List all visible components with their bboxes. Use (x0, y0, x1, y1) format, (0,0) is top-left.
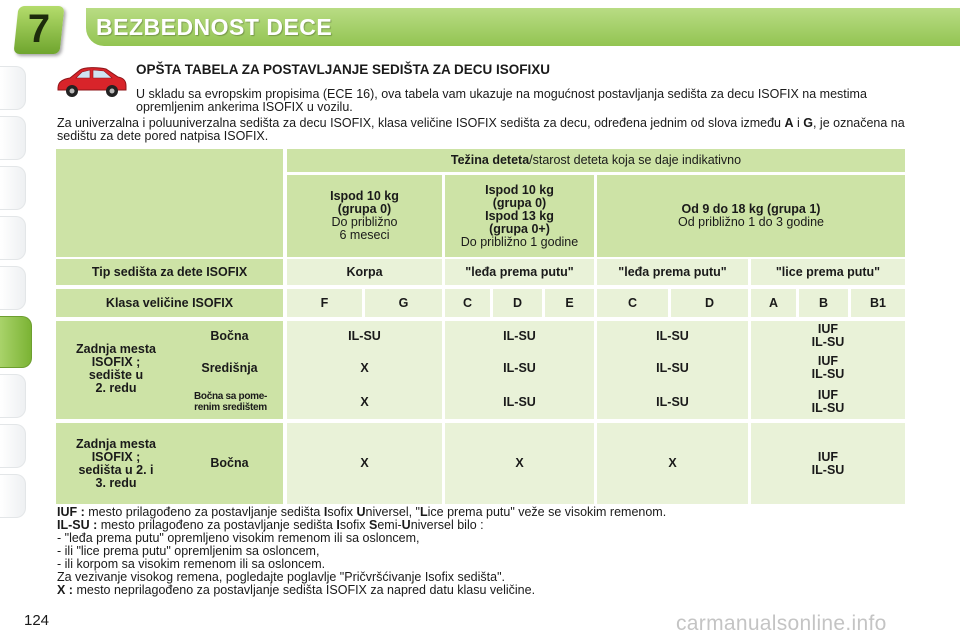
size-class-cell: B (799, 289, 848, 317)
note-tether: Za vezivanje visokog remena, pogledajte poglavlje "Pričvršćivanje Isofix sedišta". (57, 570, 505, 584)
size-class-cell: B1 (851, 289, 905, 317)
intro-paragraph: U skladu sa evropskim propisima (ECE 16), ova tabela vam ukazuje na mogućnost postavljanja sedišta za decu ISOFIX na mestima opremljenim ankerima ISOFIX u vozilu. (136, 87, 867, 114)
note-ilsu: IL-SU : mesto prilagođeno za postavljanje sedišta Isofix Semi-Universel bilo : (57, 518, 484, 532)
group-1-cell: Od 9 do 18 kg (grupa 1) Od približno 1 do 3 godine (597, 175, 905, 257)
size-class-cell: G (365, 289, 442, 317)
rear-seats-3rd-label: Zadnja mesta ISOFIX ; sedišta u 2. i 3. redu (76, 436, 156, 490)
table-cell: IUF IL-SU (811, 322, 845, 349)
table-cell: IL-SU (656, 394, 689, 409)
note-x: X : mesto neprilagođeno za postavljanje sedišta ISOFIX za napred datu klasu veličine. (57, 583, 536, 597)
footer-watermark: carmanualsonline.info (676, 612, 887, 635)
intro-paragraph-classes: Za univerzalna i poluuniverzalna sedišta za decu ISOFIX, klasa veličine ISOFIX sedišta za decu, određena jednim od slova između A i G, je označena na sedištu za dete pored natpisa ISOFIX. (57, 116, 905, 143)
table-cell: IL-SU (503, 394, 536, 409)
legend-notes (57, 506, 917, 597)
table-cell: X (360, 394, 369, 409)
table-cell: IL-SU (348, 328, 381, 343)
seat-type-cell: "leđa prema putu" (445, 259, 594, 285)
seat-type-label: Tip sedišta za dete ISOFIX (56, 259, 283, 285)
size-class-cell: D (671, 289, 748, 317)
position-lateral-offset: Bočna sa pome- renim središtem (193, 391, 268, 413)
chapter-tab[interactable] (0, 424, 26, 468)
note-dash: - ili korpom sa visokim remenom ili sa osloncem. (57, 557, 326, 571)
chapter-number: 7 (27, 7, 51, 51)
chapter-tab[interactable] (0, 266, 26, 310)
table-cell: IL-SU (656, 328, 689, 343)
note-dash: - ili "lice prema putu" opremljenim sa osloncem, (57, 544, 320, 558)
table-cell: X (287, 423, 442, 504)
group-0plus-cell: Ispod 10 kg (grupa 0) Ispod 13 kg (grupa 0+) Do približno 1 godine (445, 175, 594, 257)
weight-header: Težina deteta /starost deteta koja se daje indikativno (287, 149, 905, 172)
position-center: Središnja (201, 360, 258, 375)
isofix-table (56, 149, 905, 504)
size-class-cell: D (493, 289, 542, 317)
position-lateral: Bočna (210, 328, 249, 343)
table-cell: X (360, 360, 369, 375)
car-icon (54, 64, 128, 100)
page-number: 124 (24, 612, 50, 629)
table-cell: IUF IL-SU (811, 354, 845, 381)
chapter-tab[interactable] (0, 166, 26, 210)
size-class-label: Klasa veličine ISOFIX (56, 289, 283, 317)
seat-type-cell: Korpa (287, 259, 442, 285)
seat-type-cell: "leđa prema putu" (597, 259, 748, 285)
chapter-tab-active[interactable] (0, 316, 32, 368)
table-cell: IL-SU (503, 360, 536, 375)
table-cell: IL-SU (656, 360, 689, 375)
table-cell: IL-SU (503, 328, 536, 343)
size-class-cell: F (287, 289, 362, 317)
table-cell: X (597, 423, 748, 504)
size-class-cell: C (445, 289, 490, 317)
position-lateral-3rd: Bočna (210, 456, 249, 470)
group-0-cell: Ispod 10 kg (grupa 0) Do približno 6 meseci (287, 175, 442, 257)
chapter-tab[interactable] (0, 474, 26, 518)
chapter-tab[interactable] (0, 374, 26, 418)
table-cell: IUF IL-SU (751, 423, 905, 504)
chapter-tab[interactable] (0, 66, 26, 110)
size-class-cell: E (545, 289, 594, 317)
size-class-cell: A (751, 289, 796, 317)
table-cell: IUF IL-SU (811, 388, 845, 415)
page-header (0, 0, 960, 56)
chapter-tabs (0, 66, 30, 524)
page-title: BEZBEDNOST DECE (96, 14, 333, 40)
table-cell: X (445, 423, 594, 504)
section-title: OPŠTA TABELA ZA POSTAVLJANJE SEDIŠTA ZA DECU ISOFIXU (136, 62, 551, 77)
chapter-tab[interactable] (0, 116, 26, 160)
note-iuf: IUF : mesto prilagođeno za postavljanje sedišta Isofix Universel, "Lice prema putu" veže se visokim remenom. (57, 505, 667, 519)
note-dash: - "leđa prema putu" opremljeno visokim remenom ili sa osloncem, (57, 531, 420, 545)
table-corner (56, 149, 283, 257)
seat-type-cell: "lice prema putu" (751, 259, 905, 285)
size-class-cell: C (597, 289, 668, 317)
chapter-tab[interactable] (0, 216, 26, 260)
rear-seats-label: Zadnja mesta ISOFIX ; sedište u 2. redu (76, 342, 156, 395)
